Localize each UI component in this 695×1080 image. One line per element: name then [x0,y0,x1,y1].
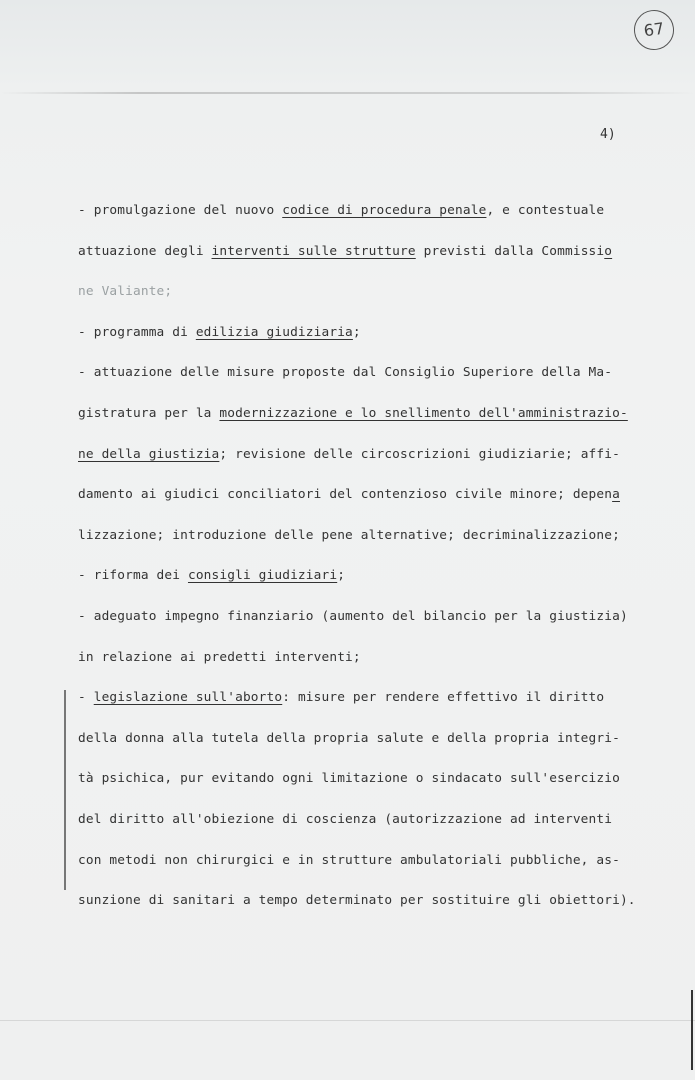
underlined-text: legislazione sull'aborto [93,690,283,706]
text-line [78,365,663,380]
text-line [78,853,663,868]
archive-stamp: 67 [631,7,676,52]
text-span: - [78,690,94,706]
text-span: ; [337,568,346,584]
text-span: ; [352,324,361,340]
text-line [78,731,663,746]
text-span: ; revisione delle circoscrizioni giudiziarie; affi- [219,446,620,462]
underlined-text: codice di procedura penale [282,203,487,218]
text-span: attuazione degli [78,243,212,259]
text-span: sunzione di sanitari a tempo determinato per sostituire gli obiettori). [78,893,636,909]
underlined-text: consigli giudiziari [187,568,338,584]
text-span: gistratura per la [78,406,220,421]
text-span: con metodi non chirurgici e in strutture ambulatoriali pubbliche, as- [78,852,620,868]
text-line [78,528,663,543]
underlined-text: ne della giustizia [78,446,220,462]
text-line [78,406,663,421]
margin-mark [64,690,66,890]
scan-fold-line [0,92,695,94]
underlined-text: o [604,243,613,259]
text-line [78,771,663,786]
underlined-text: edilizia giudiziaria [195,324,353,340]
text-span: ne Valiante; [78,284,173,300]
text-span: in relazione ai predetti interventi; [78,649,361,665]
text-span: - adeguato impegno finanziario (aumento del bilancio per la giustizia) [78,609,628,624]
text-line [78,650,663,665]
text-line [78,325,663,340]
text-span: , e contestuale [486,203,605,218]
text-line [78,487,663,502]
underlined-text: interventi sulle strutture [211,243,416,259]
text-span: tà psichica, pur evitando ogni limitazione o sindacato sull'esercizio [78,771,620,787]
text-line [78,609,663,624]
text-line [78,893,663,908]
text-line [78,690,663,705]
text-line [78,812,663,827]
text-span: - riforma dei [78,568,188,584]
text-line [78,568,663,583]
text-span: : misure per rendere effettivo il diritto [282,690,605,706]
scan-fold-line-bottom [0,1020,695,1021]
text-line [78,244,663,259]
text-span: - programma di [78,324,196,340]
text-span: damento ai giudici conciliatori del contenzioso civile minore; depen [78,487,613,503]
page-number: 4) [600,127,616,142]
text-line [78,447,663,462]
text-span: - promulgazione del nuovo [78,203,283,218]
underlined-text: modernizzazione e lo snellimento dell'amministrazio- [219,406,628,421]
text-span: della donna alla tutela della propria salute e della propria integri- [78,730,620,746]
text-line [78,284,663,299]
page-edge-mark [691,990,693,1070]
underlined-text: a [612,487,620,503]
text-span: del diritto all'obiezione di coscienza (autorizzazione ad interventi [78,812,613,827]
text-span: - attuazione delle misure proposte dal Consiglio Superiore della Ma- [78,365,613,381]
text-line [78,203,663,218]
text-span: lizzazione; introduzione delle pene alternative; decriminalizzazione; [78,527,620,543]
text-span: previsti dalla Commissi [415,243,605,259]
